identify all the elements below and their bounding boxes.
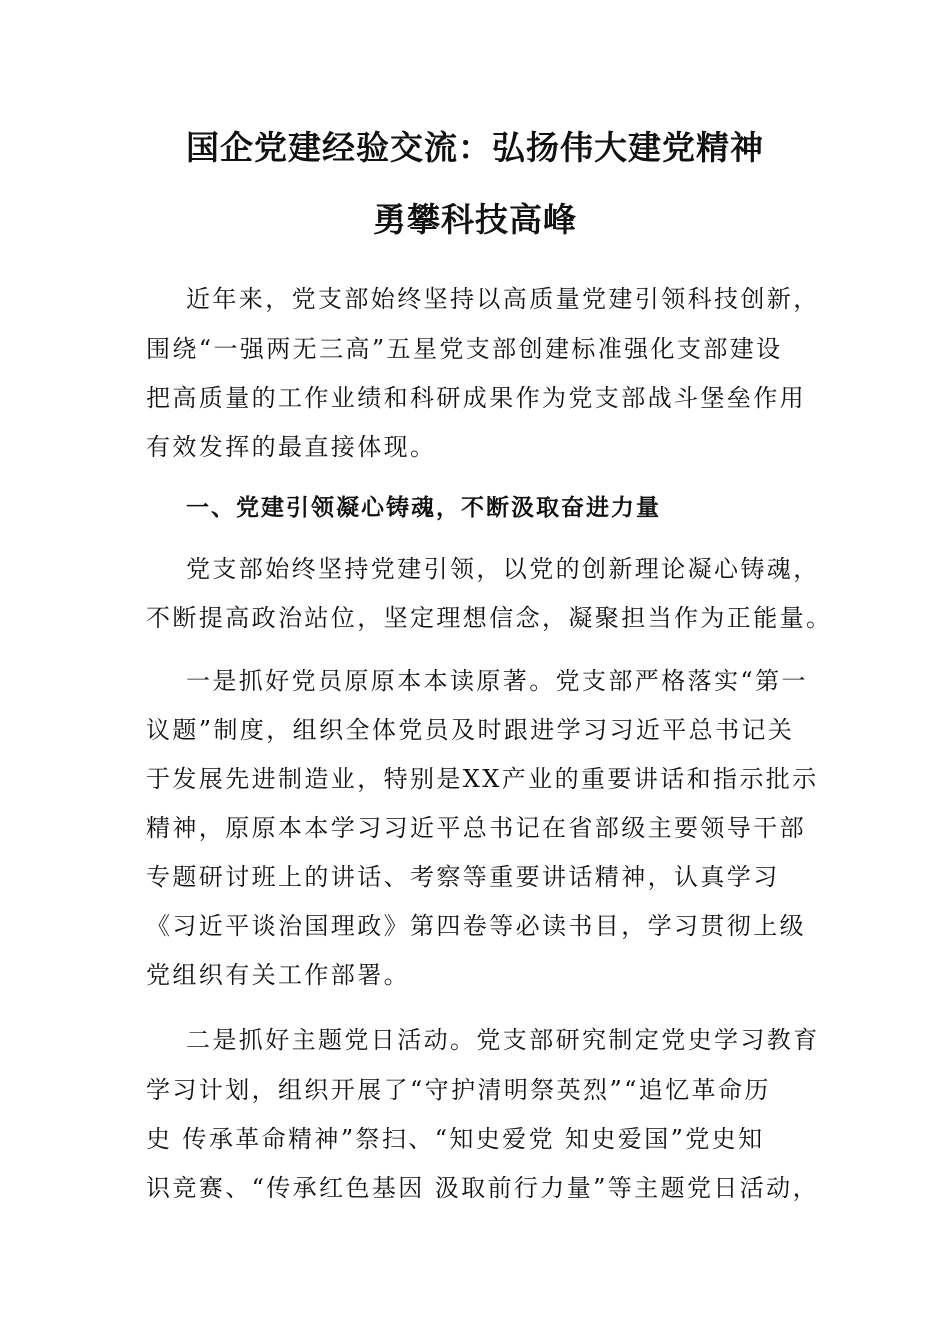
section1-line-2: 不断提高政治站位，坚定理想信念，凝聚担当作为正能量。: [146, 604, 833, 632]
document-title-line-1: 国企党建经验交流：弘扬伟大建党精神: [186, 128, 764, 167]
item2-line-4: 识竞赛、“传承红色基因 汲取前行力量”等主题党日活动，: [146, 1174, 819, 1202]
item1-line-5: 专题研讨班上的讲话、考察等重要讲话精神，认真学习: [146, 863, 780, 891]
item2-line-3: 史 传承革命精神”祭扫、“知史爱党 知史爱国”党史知: [146, 1125, 765, 1153]
item1-line-2: 议题”制度，组织全体党员及时跟进学习习近平总书记关: [146, 716, 795, 744]
item1-line-6: 《习近平谈治国理政》第四卷等必读书目，学习贯彻上级: [146, 912, 806, 940]
intro-line-3: 把高质量的工作业绩和科研成果作为党支部战斗堡垒作用: [146, 384, 806, 412]
document-title-line-2: 勇攀科技高峰: [373, 200, 577, 239]
intro-line-1: 近年来，党支部始终坚持以高质量党建引领科技创新，: [186, 285, 820, 313]
item2-line-1: 二是抓好主题党日活动。党支部研究制定党史学习教育: [186, 1026, 820, 1054]
section1-line-1: 党支部始终坚持党建引领，以党的创新理论凝心铸魂，: [186, 555, 820, 583]
item1-line-3: 于发展先进制造业，特别是XX产业的重要讲话和指示批示: [146, 765, 819, 793]
intro-line-2: 围绕“一强两无三高”五星党支部创建标准强化支部建设: [146, 335, 783, 363]
section-heading-1: 一、党建引领凝心铸魂，不断汲取奋进力量: [186, 495, 661, 521]
item2-line-2: 学习计划，组织开展了“守护清明祭英烈”“追忆革命历: [146, 1076, 771, 1104]
item1-line-4: 精神，原原本本学习习近平总书记在省部级主要领导干部: [146, 814, 806, 842]
item1-line-1: 一是抓好党员原原本本读原著。党支部严格落实“第一: [186, 667, 808, 695]
item1-line-7: 党组织有关工作部署。: [146, 961, 410, 989]
intro-line-4: 有效发挥的最直接体现。: [146, 433, 437, 461]
